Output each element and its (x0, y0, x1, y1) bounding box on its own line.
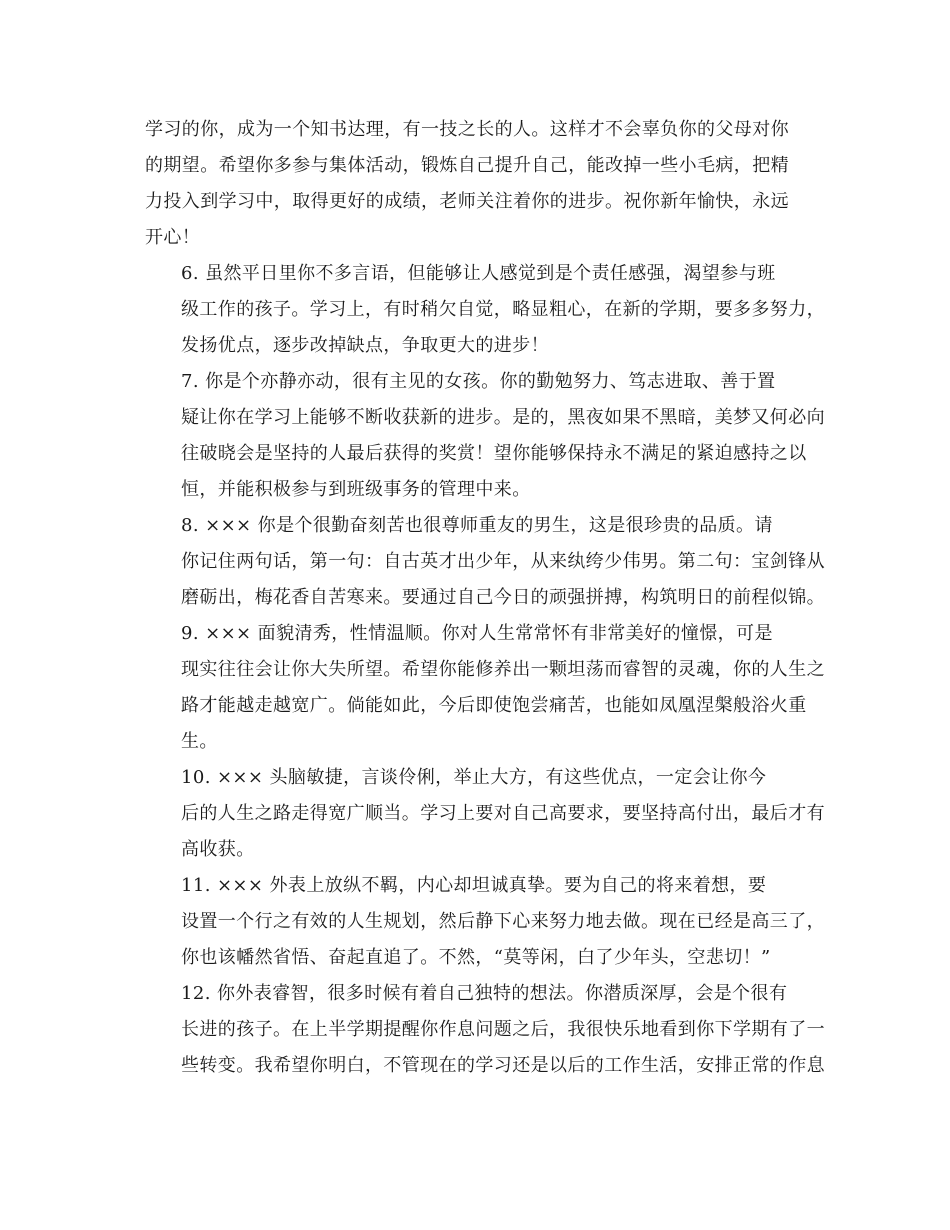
paragraph (145, 976, 825, 1084)
text-line: 7. 你是个亦静亦动，很有主见的女孩。你的勤勉努力、笃志进取、善于置 (181, 371, 776, 392)
text-line: 长进的孩子。在上半学期提醒你作息问题之后，我很快乐地看到你下学期有了一 (181, 1019, 825, 1040)
text-line: 现实往往会让你大失所望。希望你能修养出一颗坦荡而睿智的灵魂，你的人生之 (181, 659, 825, 680)
paragraph (145, 868, 825, 976)
text-line: 生。 (181, 731, 218, 752)
text-line: 11. ××× 外表上放纵不羁，内心却坦诚真挚。要为自己的将来着想，要 (181, 875, 767, 896)
text-line: 9. ××× 面貌清秀，性情温顺。你对人生常常怀有非常美好的憧憬，可是 (181, 623, 773, 644)
text-line: 你也该幡然省悟、奋起直追了。不然，“莫等闲，白了少年头，空悲切！” (181, 947, 771, 968)
text-line: 开心！ (145, 227, 201, 248)
text-line: 的期望。希望你多参与集体活动，锻炼自己提升自己，能改掉一些小毛病，把精 (145, 155, 789, 176)
text-line: 10. ××× 头脑敏捷，言谈伶俐，举止大方，有这些优点，一定会让你今 (181, 767, 767, 788)
text-line: 些转变。我希望你明白，不管现在的学习还是以后的工作生活，安排正常的作息 (181, 1055, 825, 1076)
text-line: 12. 你外表睿智，很多时候有着自己独特的想法。你潜质深厚，会是个很有 (181, 983, 788, 1004)
paragraph (145, 256, 825, 364)
text-line: 疑让你在学习上能够不断收获新的进步。是的，黑夜如果不黑暗，美梦又何必向 (181, 407, 825, 428)
paragraph (145, 616, 825, 760)
text-line: 学习的你，成为一个知书达理，有一技之长的人。这样才不会辜负你的父母对你 (145, 119, 789, 140)
text-line: 恒，并能积极参与到班级事务的管理中来。 (181, 479, 531, 500)
text-line: 6. 虽然平日里你不多言语，但能够让人感觉到是个责任感强，渴望参与班 (181, 263, 776, 284)
paragraph (145, 508, 825, 616)
document-body (145, 112, 825, 1084)
paragraph (145, 364, 825, 508)
paragraph (145, 760, 825, 868)
text-line: 磨砺出，梅花香自苦寒来。要通过自己今日的顽强拼搏，构筑明日的前程似锦。 (181, 587, 825, 608)
text-line: 级工作的孩子。学习上，有时稍欠自觉，略显粗心，在新的学期，要多多努力， (181, 299, 825, 320)
text-line: 路才能越走越宽广。倘能如此，今后即使饱尝痛苦，也能如凤凰涅槃般浴火重 (181, 695, 807, 716)
text-line: 设置一个行之有效的人生规划，然后静下心来努力地去做。现在已经是高三了， (181, 911, 825, 932)
paragraph (145, 112, 805, 256)
text-line: 后的人生之路走得宽广顺当。学习上要对自己高要求，要坚持高付出，最后才有 (181, 803, 825, 824)
text-line: 发扬优点，逐步改掉缺点，争取更大的进步！ (181, 335, 549, 356)
text-line: 8. ××× 你是个很勤奋刻苦也很尊师重友的男生，这是很珍贵的品质。请 (181, 515, 773, 536)
text-line: 力投入到学习中，取得更好的成绩，老师关注着你的进步。祝你新年愉快，永远 (145, 191, 789, 212)
text-line: 往破晓会是坚持的人最后获得的奖赏！望你能够保持永不满足的紧迫感持之以 (181, 443, 807, 464)
text-line: 你记住两句话，第一句：自古英才出少年，从来纨绔少伟男。第二句：宝剑锋从 (181, 551, 825, 572)
text-line: 高收获。 (181, 839, 255, 860)
